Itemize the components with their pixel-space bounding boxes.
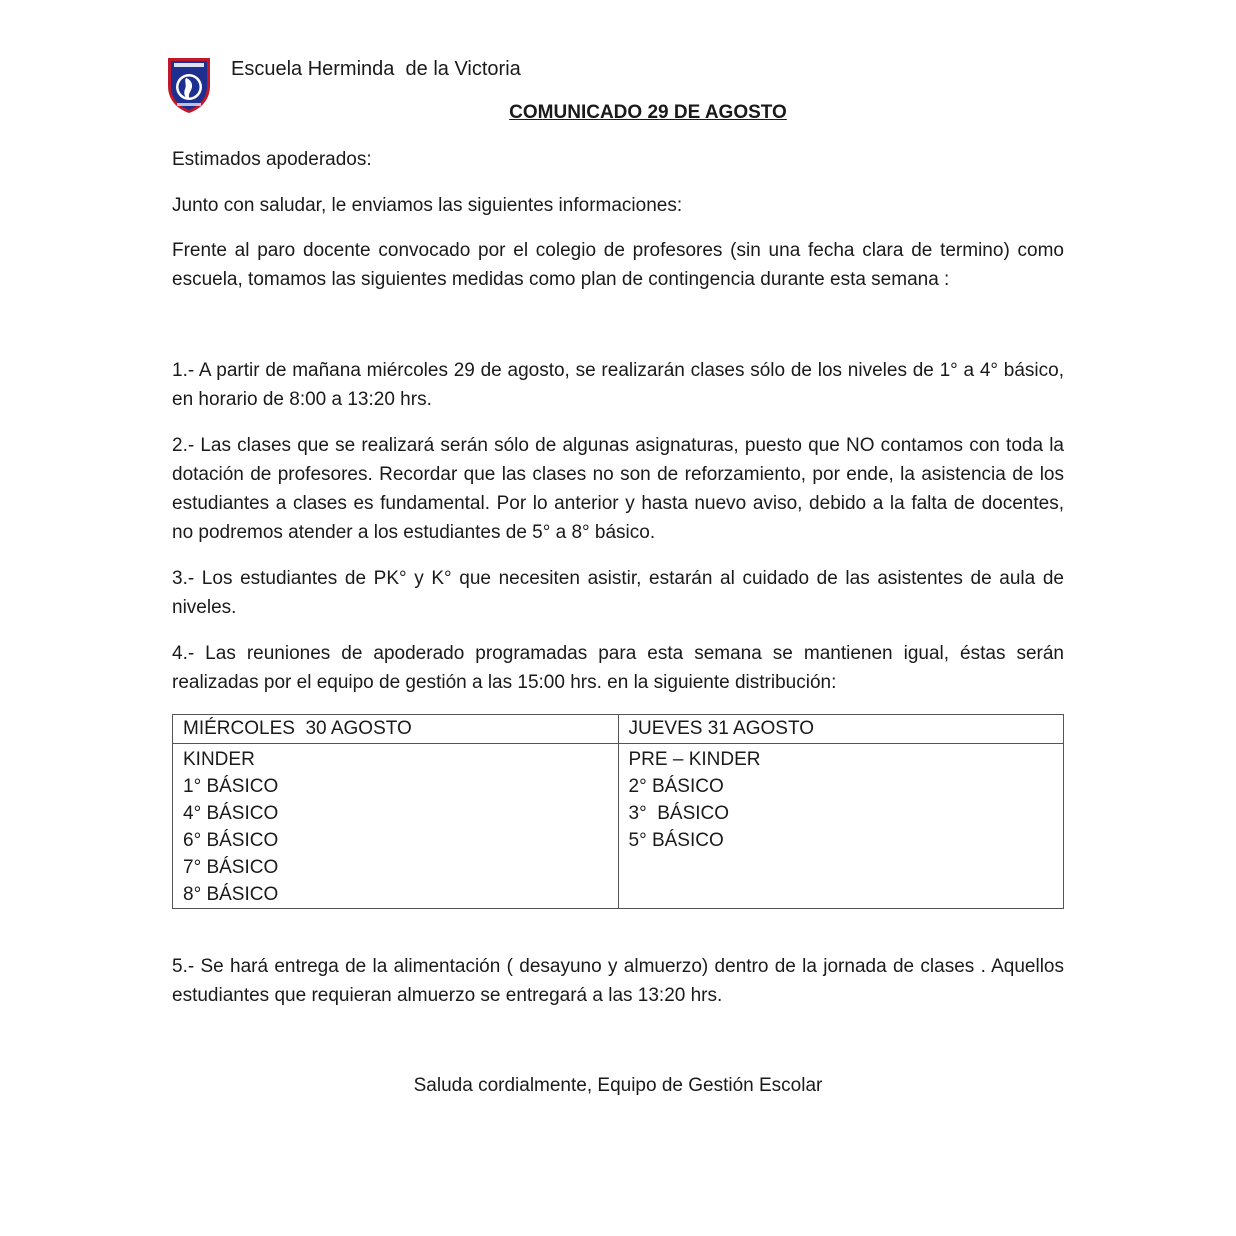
context-paragraph: Frente al paro docente convocado por el colegio de profesores (sin una fecha clara de termino) como escuela, tomamos las siguientes medidas como plan de contingencia durante esta semana : (172, 240, 1064, 290)
header-thursday: JUEVES 31 AGOSTO (618, 715, 1064, 744)
level-item: 1° BÁSICO (183, 776, 279, 797)
table-row (173, 744, 1064, 909)
table-header-row (173, 715, 1064, 744)
point-5: 5.- Se hará entrega de la alimentación ( desayuno y almuerzo) dentro de la jornada de clases . Aquellos estudiantes que requieran almuerzo se entregará a las 13:20 hrs. (172, 956, 1064, 1006)
level-item: 2° BÁSICO (628, 776, 724, 797)
school-name: Escuela Herminda de la Victoria (231, 58, 521, 80)
header-wednesday: MIÉRCOLES 30 AGOSTO (173, 715, 619, 744)
intro-paragraph: Junto con saludar, le enviamos las siguientes informaciones: (172, 195, 683, 216)
level-item: 4° BÁSICO (183, 803, 279, 824)
level-item: 5° BÁSICO (628, 830, 724, 851)
point-1: 1.- A partir de mañana miércoles 29 de agosto, se realizarán clases sólo de los niveles de 1° a 4° básico, en horario de 8:00 a 13:20 hrs. (172, 360, 1064, 410)
point-4: 4.- Las reuniones de apoderado programadas para esta semana se mantienen igual, éstas serán realizadas por el equipo de gestión a las 15:00 hrs. en la siguiente distribución: (172, 643, 1064, 693)
level-item: 6° BÁSICO (183, 830, 279, 851)
point-3: 3.- Los estudiantes de PK° y K° que necesiten asistir, estarán al cuidado de las asistentes de aula de niveles. (172, 568, 1064, 618)
level-item: 8° BÁSICO (183, 884, 279, 905)
closing-signature: Saluda cordialmente, Equipo de Gestión Escolar (413, 1075, 823, 1096)
thursday-levels-cell (618, 744, 1064, 909)
level-item: 3° BÁSICO (628, 803, 730, 824)
wednesday-levels-cell (173, 744, 619, 909)
level-item: 7° BÁSICO (183, 857, 279, 878)
point-2: 2.- Las clases que se realizará serán sólo de algunas asignaturas, puesto que NO contamos con toda la dotación de profesores. Recordar que las clases no son de reforzamiento, por ende, la asistencia de los estudiantes a clases es fundamental. Por lo anterior y hasta nuevo aviso, debido a la falta de docentes, no podremos atender a los estudiantes de 5° a 8° básico. (172, 435, 1064, 543)
level-item: KINDER (183, 749, 255, 770)
meeting-schedule-table (172, 714, 1064, 909)
level-item: PRE – KINDER (628, 749, 761, 770)
greeting: Estimados apoderados: (172, 149, 372, 170)
document-title: COMUNICADO 29 DE AGOSTO (509, 102, 787, 123)
